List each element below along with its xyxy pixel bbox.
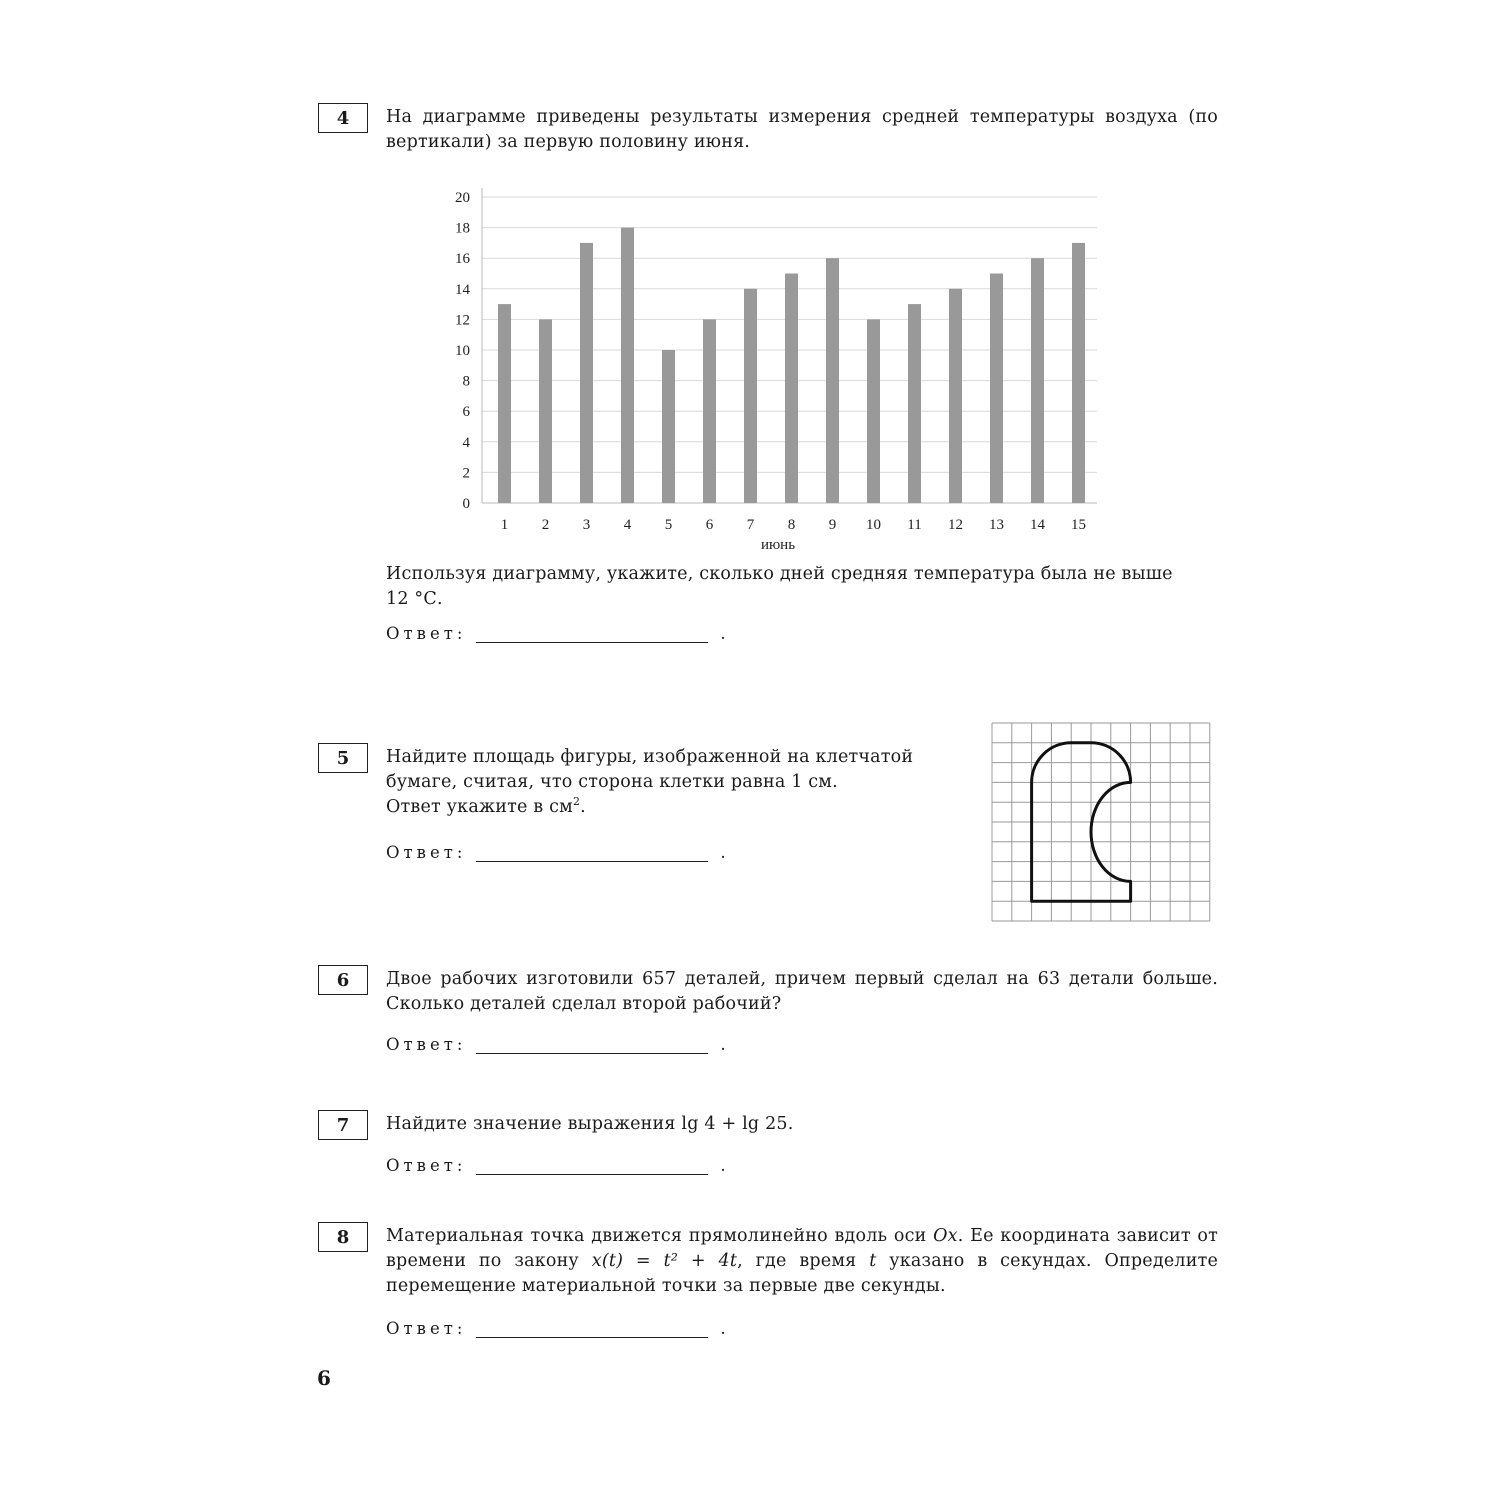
y-tick-label: 2 bbox=[462, 465, 470, 482]
y-tick-label: 18 bbox=[455, 220, 470, 237]
bar-day-4 bbox=[621, 228, 634, 503]
task-5-line3-end: . bbox=[580, 797, 586, 817]
answer-label: Ответ: bbox=[386, 1035, 467, 1054]
bar-day-3 bbox=[580, 243, 593, 503]
task-5-line2: бумаге, считая, что сторона клетки равна 1 см. bbox=[386, 772, 838, 792]
answer-end-dot: . bbox=[720, 1156, 726, 1175]
y-tick-label: 6 bbox=[462, 404, 470, 421]
answer-row-6 bbox=[386, 1035, 726, 1054]
answer-end-dot: . bbox=[720, 624, 726, 643]
answer-field-7[interactable] bbox=[476, 1156, 708, 1175]
bar-day-14 bbox=[1031, 258, 1044, 503]
y-tick-label: 0 bbox=[462, 496, 470, 512]
answer-field-8[interactable] bbox=[476, 1319, 708, 1338]
y-tick-label: 20 bbox=[455, 190, 470, 206]
answer-row-7 bbox=[386, 1156, 726, 1175]
task-4-text: На диаграмме приведены результаты измерения средней температуры воздуха (по вертикали) за первую половину июня. bbox=[386, 107, 1218, 152]
bar-day-11 bbox=[908, 304, 921, 503]
x-tick-label: 10 bbox=[866, 517, 881, 533]
x-tick-label: 5 bbox=[664, 517, 673, 533]
answer-field-5[interactable] bbox=[476, 843, 708, 862]
task-8-part2: . Ее координата зависит от времени по закону bbox=[386, 1226, 1218, 1271]
task-8-law: x(t) = t² + 4t bbox=[591, 1251, 738, 1271]
chart-bars bbox=[498, 228, 1085, 503]
task-number-7: 7 bbox=[318, 1110, 368, 1140]
y-tick-label: 12 bbox=[455, 312, 470, 329]
bar-day-5 bbox=[662, 350, 675, 503]
x-tick-label: 13 bbox=[989, 517, 1004, 533]
task-6-text: Двое рабочих изготовили 657 деталей, причем первый сделал на 63 детали больше. Сколько деталей сделал второй рабочий? bbox=[386, 969, 1218, 1014]
task-8-var-t: t bbox=[869, 1251, 877, 1271]
x-tick-label: 6 bbox=[705, 517, 714, 533]
x-tick-label: 14 bbox=[1030, 517, 1045, 533]
x-tick-label: 15 bbox=[1071, 517, 1086, 533]
page-number: 6 bbox=[317, 1366, 331, 1390]
task-5-line1: Найдите площадь фигуры, изображенной на клетчатой bbox=[386, 747, 914, 767]
task-5-text bbox=[386, 745, 946, 820]
answer-label: Ответ: bbox=[386, 624, 467, 643]
bar-day-15 bbox=[1072, 243, 1085, 503]
x-tick-label: 9 bbox=[828, 517, 837, 533]
task-4-question-line1: Используя диаграмму, укажите, сколько дней средняя температура была не выше bbox=[386, 564, 1173, 584]
y-tick-label: 14 bbox=[455, 281, 470, 298]
answer-label: Ответ: bbox=[386, 843, 467, 862]
bar-day-12 bbox=[949, 289, 962, 503]
task-8-part4: указано в секундах. Определите перемещение материальной точки за первые две секунды. bbox=[386, 1251, 1219, 1296]
bar-day-6 bbox=[703, 319, 716, 503]
bar-day-13 bbox=[990, 274, 1003, 504]
y-tick-label: 4 bbox=[462, 434, 470, 451]
x-tick-label: 7 bbox=[746, 517, 755, 533]
answer-label: Ответ: bbox=[386, 1319, 467, 1338]
task-4-question bbox=[386, 562, 1218, 612]
y-tick-label: 8 bbox=[462, 373, 470, 390]
task-7-suffix: . bbox=[787, 1114, 794, 1134]
task-8-part3: , где время bbox=[737, 1251, 870, 1271]
task-8-axis: Ox bbox=[933, 1226, 958, 1246]
bar-day-8 bbox=[785, 274, 798, 504]
grid-paper-figure bbox=[985, 715, 1220, 930]
task-number-5: 5 bbox=[318, 743, 368, 773]
chart-x-tick-labels bbox=[501, 517, 1086, 533]
x-tick-label: 3 bbox=[582, 517, 591, 533]
x-tick-label: 11 bbox=[907, 517, 922, 533]
answer-label: Ответ: bbox=[386, 1156, 467, 1175]
bar-day-1 bbox=[498, 304, 511, 503]
bar-day-2 bbox=[539, 319, 552, 503]
task-number-4: 4 bbox=[318, 103, 368, 133]
answer-end-dot: . bbox=[720, 1319, 726, 1338]
x-tick-label: 1 bbox=[500, 517, 509, 533]
bar-day-7 bbox=[744, 289, 757, 503]
task-7-expression: lg 4 + lg 25 bbox=[681, 1114, 788, 1134]
bar-day-10 bbox=[867, 319, 880, 503]
task-number-6: 6 bbox=[318, 965, 368, 995]
task-7-text bbox=[386, 1112, 1218, 1137]
answer-end-dot: . bbox=[720, 843, 726, 862]
task-4-question-line2: 12 °С. bbox=[386, 589, 443, 609]
bar-day-9 bbox=[826, 258, 839, 503]
answer-row-4 bbox=[386, 624, 726, 643]
task-8-part1: Материальная точка движется прямолинейно вдоль оси bbox=[386, 1226, 934, 1246]
answer-field-4[interactable] bbox=[476, 624, 708, 643]
answer-row-8 bbox=[386, 1319, 726, 1338]
x-tick-label: 12 bbox=[948, 517, 963, 533]
x-tick-label: 8 bbox=[787, 517, 796, 533]
task-number-8: 8 bbox=[318, 1222, 368, 1252]
task-8-text bbox=[386, 1224, 1218, 1299]
grid-lines bbox=[992, 723, 1210, 921]
task-7-prefix: Найдите значение выражения bbox=[386, 1114, 682, 1134]
temperature-bar-chart bbox=[440, 180, 1120, 560]
task-5-line3: Ответ укажите в см bbox=[386, 797, 573, 817]
x-tick-label: 2 bbox=[541, 517, 550, 533]
y-tick-label: 10 bbox=[455, 343, 470, 359]
answer-end-dot: . bbox=[720, 1035, 726, 1054]
superscript-2: 2 bbox=[572, 795, 581, 809]
x-tick-label: 4 bbox=[623, 517, 632, 533]
answer-field-6[interactable] bbox=[476, 1035, 708, 1054]
x-axis-label: июнь bbox=[760, 537, 796, 553]
chart-y-tick-labels bbox=[455, 190, 471, 512]
y-tick-label: 16 bbox=[455, 251, 470, 268]
answer-row-5 bbox=[386, 843, 726, 862]
